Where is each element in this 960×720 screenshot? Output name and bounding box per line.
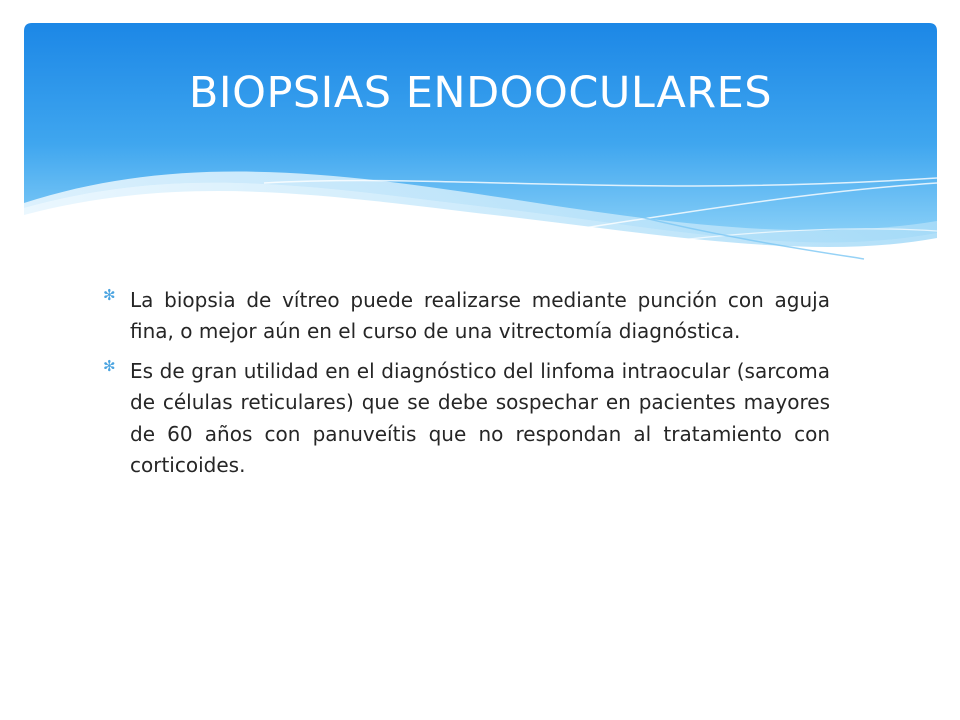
asterisk-bullet-icon: ✻: [103, 286, 116, 304]
asterisk-bullet-icon: ✻: [103, 356, 116, 375]
header-band: [24, 23, 937, 273]
slide-title: BIOPSIAS ENDOOCULARES: [188, 68, 773, 118]
bullet-list: [100, 285, 830, 481]
slide-content: [100, 285, 830, 489]
bullet-item: [100, 356, 830, 482]
bullet-text: Es de gran utilidad en el diagnóstico del linfoma intraocular (sarcoma de células reticulares) que se debe sospechar en pacientes mayores de 60 años con panuveítis que no respondan al tratamiento con corticoides.: [130, 358, 830, 477]
bullet-item: [100, 285, 830, 348]
header-wave-graphic: [24, 23, 937, 273]
bullet-text: La biopsia de vítreo puede realizarse mediante punción con aguja fina, o mejor aún en el curso de una vitrectomía diagnóstica.: [130, 288, 830, 344]
